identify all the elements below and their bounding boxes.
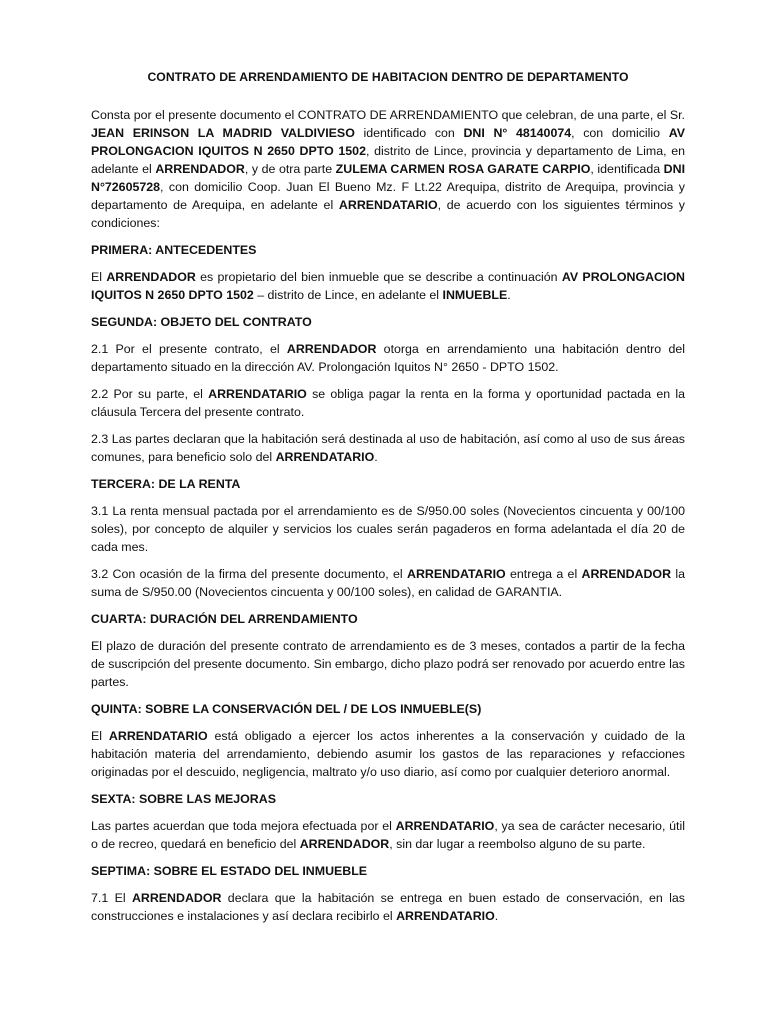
text-run: , distrito de Lince, provincia y departamento de Lima, en adelante el <box>91 144 685 176</box>
text-run: declara que la habitación se entrega en buen estado de conservación, en las construcciones e instalaciones y así declara recibirlo el <box>91 891 685 923</box>
text-run: . <box>507 288 511 302</box>
text-run: está obligado a ejercer los actos inherentes a la conservación y cuidado de la habitación materia del arrendamiento, debiendo asumir los gastos de las reparaciones y refacciones originadas por el descuido, negligencia, maltrato y/o uso diario, así como por cualquier deterioro anormal. <box>91 729 685 779</box>
clause-paragraph <box>91 637 685 691</box>
bold-term: ARRENDATARIO <box>396 909 495 923</box>
bold-term: ARRENDATARIO <box>407 567 506 581</box>
bold-term: ZULEMA CARMEN ROSA GARATE CARPIO <box>335 162 591 176</box>
text-run: Consta por el presente documento el CONTRATO DE ARRENDAMIENTO que celebran, de una parte, el Sr. <box>91 108 685 122</box>
clause-paragraph <box>91 385 685 421</box>
text-run: es propietario del bien inmueble que se describe a continuación <box>195 270 562 284</box>
document-body <box>91 106 685 925</box>
clause-paragraph <box>91 727 685 781</box>
bold-term: AV PROLONGACION IQUITOS N 2650 DPTO 1502 <box>91 270 686 302</box>
bold-term: ARRENDATARIO <box>108 729 208 743</box>
text-run: El <box>91 270 107 284</box>
clause-heading: PRIMERA: ANTECEDENTES <box>91 243 257 257</box>
text-run: 2.3 Las partes declaran que la habitación será destinada al uso de habitación, así como al uso de sus áreas comunes, para beneficio solo del <box>91 432 685 464</box>
document-page <box>91 68 685 934</box>
text-run: , sin dar lugar a reembolso alguno de su parte. <box>389 837 646 851</box>
text-run: El plazo de duración del presente contrato de arrendamiento es de 3 meses, contados a partir de la fecha de suscripción del presente documento. Sin embargo, dicho plazo podrá ser renovado por acuerdo entre las partes. <box>91 639 685 689</box>
clause-paragraph <box>91 817 685 853</box>
bold-term: ARRENDADOR <box>299 837 390 851</box>
bold-term: ARRENDATARIO <box>208 387 307 401</box>
text-run: Las partes acuerdan que toda mejora efectuada por el <box>91 819 396 833</box>
bold-term: JEAN ERINSON LA MADRID VALDIVIESO <box>91 126 355 140</box>
text-run: 2.1 Por el presente contrato, el <box>91 342 287 356</box>
clause-paragraph <box>91 430 685 466</box>
bold-term: DNI N°72605728 <box>91 162 686 194</box>
bold-term: INMUEBLE <box>442 288 508 302</box>
bold-term: ARRENDATARIO <box>395 819 495 833</box>
text-run: , con domicilio Coop. Juan El Bueno Mz. F Lt.22 Arequipa, distrito de Arequipa, provincia y departamento de Arequipa, en adelante el <box>91 180 685 212</box>
text-run: entrega a el <box>505 567 582 581</box>
bold-term: ARRENDADOR <box>106 270 196 284</box>
clause-paragraph <box>91 340 685 376</box>
bold-term: ARRENDATARIO <box>275 450 375 464</box>
bold-term: ARRENDADOR <box>286 342 377 356</box>
bold-term: DNI N° 48140074 <box>463 126 572 140</box>
text-run: 3.1 La renta mensual pactada por el arrendamiento es de S/950.00 soles (Novecientos cincuenta y 00/100 soles), por concepto de alquiler y servicios los cuales serán pagaderos en forma adelantada el día 20 de cada mes. <box>91 504 685 554</box>
text-run: , y de otra parte <box>244 162 336 176</box>
text-run: , ya sea de carácter necesario, útil o de recreo, quedará en beneficio del <box>91 819 685 851</box>
clause-paragraph <box>91 889 685 925</box>
clause-paragraph <box>91 106 685 232</box>
text-run: , con domicilio <box>571 126 669 140</box>
bold-term: ARRENDATARIO <box>338 198 438 212</box>
text-run: El <box>91 729 109 743</box>
text-run: identificado con <box>354 126 464 140</box>
text-run: 2.2 Por su parte, el <box>91 387 209 401</box>
clause-paragraph <box>91 565 685 601</box>
clause-paragraph <box>91 502 685 556</box>
document-title: CONTRATO DE ARRENDAMIENTO DE HABITACION DENTRO DE DEPARTAMENTO <box>147 70 629 84</box>
bold-term: ARRENDADOR <box>131 891 222 905</box>
clause-paragraph <box>91 268 685 304</box>
clause-heading: SEGUNDA: OBJETO DEL CONTRATO <box>91 315 312 329</box>
text-run: . <box>494 909 499 923</box>
clause-heading: TERCERA: DE LA RENTA <box>91 477 241 491</box>
clause-heading: SEXTA: SOBRE LAS MEJORAS <box>91 792 276 806</box>
bold-term: ARRENDADOR <box>155 162 245 176</box>
clause-heading: QUINTA: SOBRE LA CONSERVACIÓN DEL / DE LOS INMUEBLE(S) <box>91 702 482 716</box>
clause-heading: CUARTA: DURACIÓN DEL ARRENDAMIENTO <box>91 612 358 626</box>
text-run: , de acuerdo con los siguientes términos y condiciones: <box>91 198 685 230</box>
clause-heading: SEPTIMA: SOBRE EL ESTADO DEL INMUEBLE <box>91 864 368 878</box>
text-run: 7.1 El <box>91 891 132 905</box>
text-run: se obliga pagar la renta en la forma y oportunidad pactada en la cláusula Tercera del presente contrato. <box>91 387 686 419</box>
text-run: , identificada <box>590 162 664 176</box>
text-run: la suma de S/950.00 (Novecientos cincuenta y 00/100 soles), en calidad de GARANTIA. <box>91 567 685 599</box>
text-run: otorga en arrendamiento una habitación dentro del departamento situado en la dirección AV. Prolongación Iquitos N° 2650 - DPTO 1502. <box>91 342 685 374</box>
text-run: . <box>374 450 378 464</box>
text-run: 3.2 Con ocasión de la firma del presente documento, el <box>91 567 407 581</box>
bold-term: ARRENDADOR <box>581 567 672 581</box>
text-run: – distrito de Lince, en adelante el <box>253 288 443 302</box>
bold-term: AV PROLONGACION IQUITOS N 2650 DPTO 1502 <box>91 126 685 158</box>
